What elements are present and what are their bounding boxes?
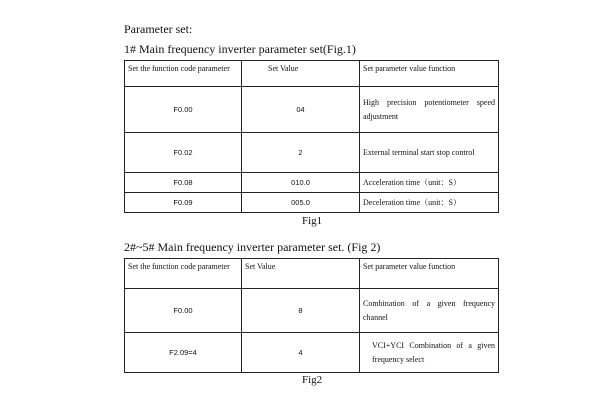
value-function-cell: High precision potentiometer speed adjustment: [360, 87, 499, 133]
value-function-cell: Acceleration time（unit：S）: [360, 173, 499, 193]
table-row: [125, 333, 499, 373]
header-value-function: Set parameter value function: [360, 259, 499, 289]
function-code-cell: F0.00: [125, 289, 242, 333]
set-value-cell: 005.0: [242, 193, 360, 213]
page-heading: Parameter set:: [124, 22, 193, 36]
value-function-cell: Deceleration time（unit：S）: [360, 193, 499, 213]
figure2-caption: Fig2: [302, 374, 323, 386]
value-function-cell: VCI+YCI Combination of a given frequency select: [360, 333, 499, 373]
set-value-cell: 4: [242, 333, 360, 373]
header-set-value: Set Value: [242, 61, 360, 87]
table-header-row: [125, 61, 499, 87]
parameter-table-2: [124, 258, 499, 373]
value-function-cell: Combination of a given frequency channel: [360, 289, 499, 333]
table-row: [125, 289, 499, 333]
table1-title: 1# Main frequency inverter parameter set(Fig.1): [124, 42, 356, 56]
header-set-value: Set Value: [242, 259, 360, 289]
table-row: [125, 173, 499, 193]
header-value-function: Set parameter value function: [360, 61, 499, 87]
set-value-cell: 8: [242, 289, 360, 333]
set-value-cell: 04: [242, 87, 360, 133]
figure1-caption: Fig1: [302, 215, 323, 227]
function-code-cell: F0.02: [125, 133, 242, 173]
set-value-cell: 010.0: [242, 173, 360, 193]
function-code-cell: F0.08: [125, 173, 242, 193]
function-code-cell: F2.09=4: [125, 333, 242, 373]
parameter-table-1: [124, 60, 499, 213]
set-value-cell: 2: [242, 133, 360, 173]
function-code-cell: F0.09: [125, 193, 242, 213]
table-row: [125, 87, 499, 133]
header-function-code: Set the function code parameter: [125, 61, 242, 87]
table2-title: 2#~5# Main frequency inverter parameter set. (Fig 2): [124, 240, 381, 254]
table-header-row: [125, 259, 499, 289]
header-function-code: Set the function code parameter: [125, 259, 242, 289]
value-function-cell: External terminal start stop control: [360, 133, 499, 173]
function-code-cell: F0.00: [125, 87, 242, 133]
table-row: [125, 133, 499, 173]
table-row: [125, 193, 499, 213]
